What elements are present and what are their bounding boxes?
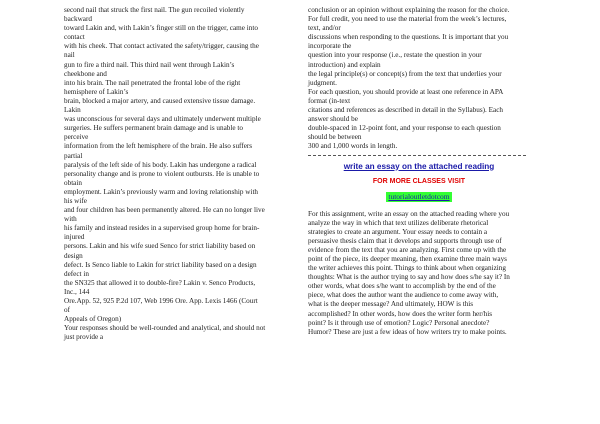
text-line: strategies to create an argument. Your essay needs to contain a [308, 227, 488, 236]
text-line: contact [64, 33, 85, 42]
text-line: introduction) and explain [308, 60, 381, 69]
text-line: with [64, 215, 77, 224]
text-line: into his brain. The nail penetrated the frontal lobe of the right [64, 78, 241, 87]
text-line: Ore.App. 52, 925 P.2d 107, Web 1996 Ore. App. Lexis 1466 (Court [64, 297, 258, 305]
text-line: employment. Lakin’s previously warm and loving relationship with [64, 187, 259, 196]
right-column [308, 6, 530, 337]
text-line: paralysis of the left side of his body. Lakin has undergone a radical [64, 160, 257, 169]
text-line: obtain [64, 178, 82, 187]
text-line: For this assignment, write an essay on the attached reading where you [308, 209, 510, 218]
left-column [64, 6, 284, 342]
text-line: Lakin [64, 106, 81, 115]
text-line: the writer achieves this point. Things to think about when organizing [308, 264, 506, 273]
text-line: injured [64, 233, 85, 242]
text-line: Humor? These are just a few ideas of how writers try to make points. [308, 327, 507, 336]
text-line: gun to fire a third nail. This third nail went through Lakin’s [64, 60, 235, 69]
text-line: with his cheek. That contact activated the safety/trigger, causing the [64, 42, 259, 51]
text-line: citations and references as described in detail in the Syllabus). Each [308, 106, 503, 115]
text-line: other words, what does s/he want to accomplish by the end of the [308, 282, 496, 291]
text-line: persuasive thesis claim that it develops and supports through use of [308, 236, 502, 245]
promo-text: FOR MORE CLASSES VISIT [372, 177, 466, 185]
text-line: thoughts: What is the author trying to say and how does s/he say it? In [308, 273, 510, 282]
text-line: backward [64, 15, 92, 24]
text-line: the legal principle(s) or concept(s) from the text that underlies your [308, 69, 502, 78]
text-line: should be between [308, 133, 362, 142]
text-line: cheekbone and [64, 69, 107, 78]
site-link[interactable]: tutorialoutletdotcom [388, 191, 450, 201]
text-line: For each question, you should provide at least one reference in APA [308, 87, 504, 96]
text-line: design [64, 251, 83, 260]
text-line: format (in-text [308, 96, 351, 105]
text-line: For full credit, you need to use the material from the week’s lectures, [308, 15, 507, 24]
text-line: point of the piece, its deeper meaning, then examine three main ways [308, 254, 507, 263]
text-line: point? Is it through use of emotion? Logic? Personal anecdote? [308, 318, 490, 327]
text-line: of [64, 306, 70, 315]
text-line: Appeals of Oregon) [64, 315, 122, 324]
text-line: conclusion or an opinion without explaining the reason for the choice. [308, 6, 510, 14]
site-link-wrapper [308, 192, 530, 202]
dashed-divider [308, 155, 526, 156]
essay-title-link[interactable]: write an essay on the attached reading [343, 161, 495, 171]
text-line: double-spaced in 12-point font, and your response to each question [308, 124, 501, 133]
text-line: personality change and is prone to violent outbursts. He is unable to [64, 169, 260, 178]
text-line: brain, blocked a major artery, and caused extensive tissue damage. [64, 96, 256, 105]
text-line: discussions when responding to the questions. It is important that you [308, 33, 509, 42]
text-line: his wife [64, 196, 87, 205]
text-line: defect in [64, 269, 89, 278]
text-line: question into your response (i.e., restate the question in your [308, 51, 482, 60]
text-line: just provide a [64, 333, 104, 342]
text-line: and four children has been permanently altered. He can no longer live [64, 206, 265, 215]
text-line: Your responses should be well-rounded and analytical, and should not [64, 324, 266, 333]
text-line: partial [64, 151, 83, 160]
text-line: nail [64, 51, 75, 60]
text-line: information from the left hemisphere of the brain. He also suffers [64, 142, 253, 151]
text-line: accomplished? In other words, how does the writer form her/his [308, 309, 493, 318]
text-line: judgment. [308, 78, 337, 87]
text-line: persons. Lakin and his wife sued Senco for strict liability based on [64, 242, 256, 251]
text-line: piece, what does the author want the audience to come away with, [308, 291, 499, 300]
text-line: Inc., 144 [64, 287, 90, 296]
text-line: the SN325 that allowed it to double-fire? Lakin v. Senco Products, [64, 278, 256, 287]
text-line: what is the deeper message? And ultimately, HOW is this [308, 300, 474, 309]
text-line: his family and instead resides in a supervised group home for brain- [64, 224, 260, 233]
text-line: was unconscious for several days and ultimately underwent multiple [64, 115, 261, 124]
instructions-text [308, 6, 530, 152]
assignment-text [308, 210, 530, 337]
text-line: 300 and 1,000 words in length. [308, 142, 398, 151]
text-line: text, and/or [308, 24, 341, 33]
text-line: evidence from the text that you are analyzing. First come up with the [308, 245, 507, 254]
text-line: answer should be [308, 115, 358, 124]
text-line: incorporate the [308, 42, 352, 51]
text-line: surgeries. He suffers permanent brain damage and is unable to [64, 124, 243, 133]
text-line: toward Lakin and, with Lakin’s finger still on the trigger, came into [64, 24, 258, 33]
text-line: second nail that struck the first nail. The gun recoiled violently [64, 6, 245, 14]
text-line: perceive [64, 133, 89, 142]
text-line: defect. Is Senco liable to Lakin for strict liability based on a design [64, 260, 257, 269]
text-line: analyze the way in which that text utilizes deliberate rhetorical [308, 218, 489, 227]
text-line: hemisphere of Lakin’s [64, 87, 129, 96]
